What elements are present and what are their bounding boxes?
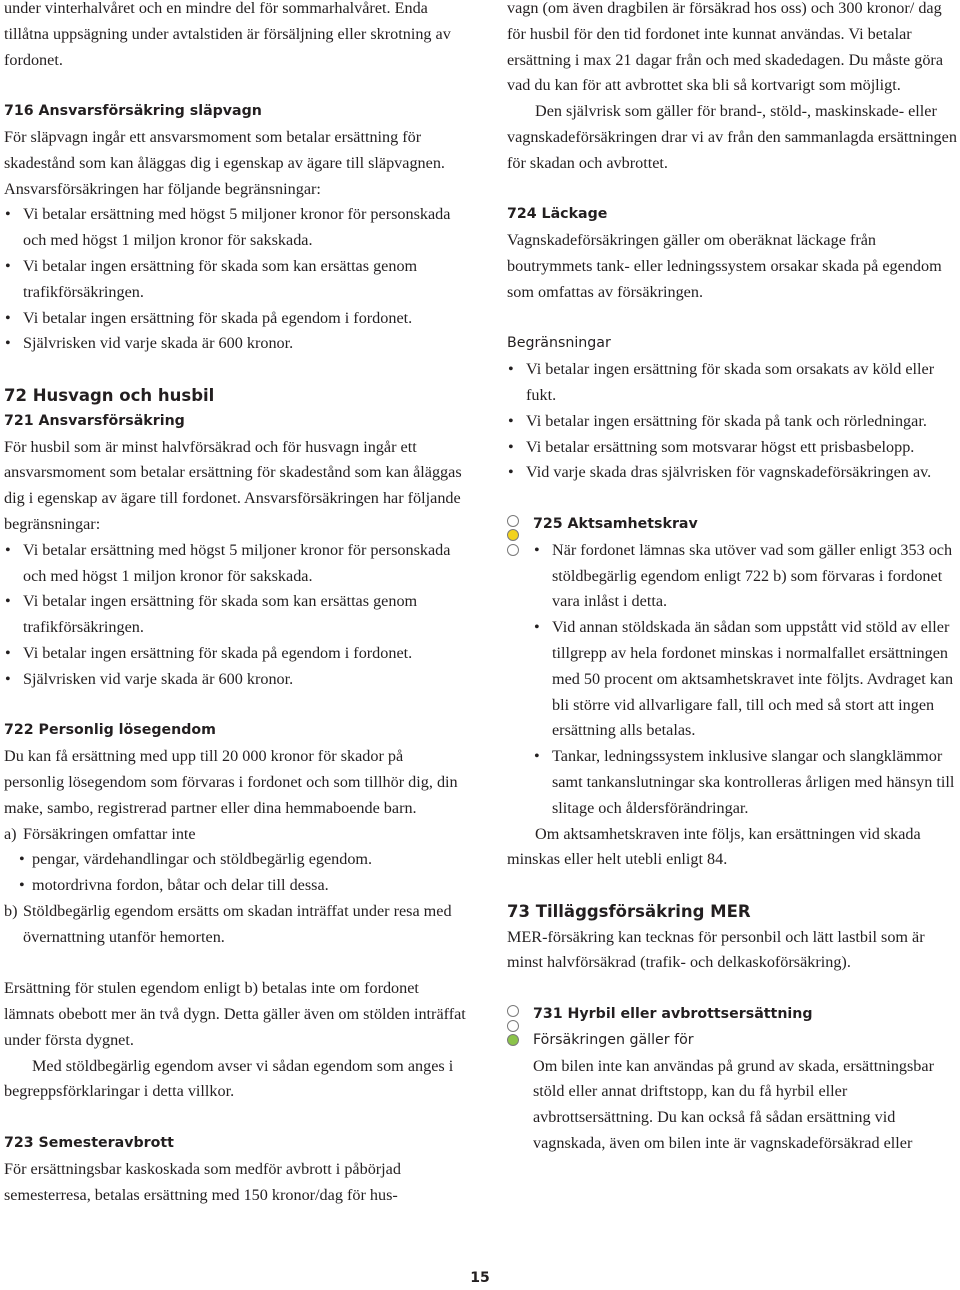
list-item: • motordrivna fordon, båtar och delar till dessa. xyxy=(4,873,466,899)
bullet-list-724 xyxy=(507,357,957,486)
traffic-light-icon xyxy=(507,1005,523,1049)
bullet-list-725 xyxy=(533,538,957,822)
paragraph-723-continued: vagn (om även dragbilen är försäkrad hos oss) och 300 kronor/ dag för husbil för den tid fordonet inte kunnat användas. Vi betalar ersättning i max 21 dagar från och med skadedagen. Du måste göra vad du kan för att avbrottet ska bli så kortvarigt som möjligt. xyxy=(507,0,944,95)
paragraph-731: Om bilen inte kan användas på grund av skada, ersättningsbar stöld eller annat driftstopp, kan du få hyrbil eller avbrottsersättning. Du kan också få sådan ersättning vid vagnskada, även om bilen inte är vagnskadeförsäkrad eller xyxy=(533,1056,934,1153)
list-item: • Vi betalar ingen ersättning för skada på egendom i fordonet. xyxy=(4,641,466,667)
paragraph-724: Vagnskadeförsäkringen gäller om oberäknat läckage från boutrymmets tank- eller ledningssystem orsakar skada på egendom som omfattas av försäkringen. xyxy=(507,231,942,301)
page-number: 15 xyxy=(470,1270,490,1286)
light-middle xyxy=(507,529,519,541)
light-bottom xyxy=(507,1034,519,1046)
list-item: • Vid varje skada dras självrisken för vagnskadeförsäkringen av. xyxy=(507,460,957,486)
heading-724: 724 Läckage xyxy=(507,206,608,223)
list-item: • Vi betalar ingen ersättning för skada på egendom i fordonet. xyxy=(4,306,466,332)
clause-a-label: a) xyxy=(4,824,17,843)
heading-721: 721 Ansvarsförsäkring xyxy=(4,412,185,429)
light-top xyxy=(507,1005,519,1017)
clause-a-text: Försäkringen omfattar inte xyxy=(23,824,196,843)
paragraph-723: För ersättningsbar kaskoskada som medför avbrott i påbörjad semesterresa, betalas ersättning med 150 kronor/dag för hus- xyxy=(4,1159,401,1204)
heading-722: 722 Personlig lösegendom xyxy=(4,722,216,739)
heading-72: 72 Husvagn och husbil xyxy=(4,385,215,405)
list-item: • Vi betalar ersättning med högst 5 miljoner kronor för personskada och med högst 1 miljon kronor för sakskada. xyxy=(4,538,466,590)
subheading-731: Försäkringen gäller för xyxy=(533,1031,694,1048)
paragraph-722-definition: Med stöldbegärlig egendom avser vi sådan egendom som anges i begreppsförklaringar i detta villkor. xyxy=(4,1056,454,1101)
section-731 xyxy=(507,1002,957,1157)
list-item: • Vi betalar ersättning som motsvarar högst ett prisbasbelopp. xyxy=(507,435,957,461)
heading-731: 731 Hyrbil eller avbrottsersättning xyxy=(533,1006,813,1023)
list-item: • Vi betalar ingen ersättning för skada som orsakats av köld eller fukt. xyxy=(507,357,957,409)
clause-b-label: b) xyxy=(4,901,18,920)
paragraph-722: Du kan få ersättning med upp till 20 000 kronor för skador på personlig lösegendom som förvaras i fordonet och som tillhör dig, din make, sambo, registrerad partner eller dina hemmaboende barn. xyxy=(4,747,458,817)
light-bottom xyxy=(507,544,519,556)
list-item: • När fordonet lämnas ska utöver vad som gäller enligt 353 och stöldbegärlig egendom enligt 722 b) som förvaras i fordonet vara inlåst i detta. xyxy=(533,538,957,615)
bullet-list-716 xyxy=(4,202,466,357)
clause-a xyxy=(4,822,466,848)
traffic-light-icon xyxy=(507,515,523,559)
list-item: • Vid annan stöldskada än sådan som uppstått vid stöld av eller tillgrepp av hela fordonet minskas i normalfallet ersättningen med 50 procent om aktsamhetskravet inte följts. Avdraget kan bli större vid allvarligare fall, till och med så stort att ingen ersättning alls betalas. xyxy=(533,615,957,744)
heading-limitations: Begränsningar xyxy=(507,335,611,352)
list-item: • Tankar, ledningssystem inklusive slangar och slangklämmor samt tankanslutningar ska kontrolleras årligen med hänsyn till slitage och åldersförändringar. xyxy=(533,744,957,821)
heading-73: 73 Tilläggsförsäkring MER xyxy=(507,901,751,921)
paragraph-716: För släpvagn ingår ett ansvarsmoment som betalar ersättning för skadestånd som kan åläggas dig i egenskap av ägare till släpvagnen. Ansvarsförsäkringen har följande begränsningar: xyxy=(4,127,445,198)
list-item: • Vi betalar ingen ersättning för skada som kan ersättas genom trafikförsäkringen. xyxy=(4,589,466,641)
intro-paragraph: under vinterhalvåret och en mindre del för sommarhalvåret. Enda tillåtna uppsägning under avtalstiden är försäljning eller skrotning av fordonet. xyxy=(4,0,451,69)
clause-b xyxy=(4,899,466,951)
bullet-list-721 xyxy=(4,538,466,693)
light-top xyxy=(507,515,519,527)
light-middle xyxy=(507,1020,519,1032)
list-item: • Vi betalar ersättning med högst 5 miljoner kronor för personskada och med högst 1 miljon kronor för sakskada. xyxy=(4,202,466,254)
list-item: • Vi betalar ingen ersättning för skada på tank och rörledningar. xyxy=(507,409,957,435)
list-item: • Vi betalar ingen ersättning för skada som kan ersättas genom trafikförsäkringen. xyxy=(4,254,466,306)
paragraph-723-deductible: Den självrisk som gäller för brand-, stöld-, maskinskade- eller vagnskadeförsäkringen drar vi av från den sammanlagda ersättningen för skadan och avbrottet. xyxy=(507,102,957,172)
list-item: • pengar, värdehandlingar och stöldbegärlig egendom. xyxy=(4,847,466,873)
clause-a-bullets xyxy=(4,847,466,899)
heading-725: 725 Aktsamhetskrav xyxy=(533,515,698,532)
paragraph-722-stolen: Ersättning för stulen egendom enligt b) betalas inte om fordonet lämnats obebott mer än två dygn. Detta gäller även om stölden inträffat under första dygnet. xyxy=(4,979,466,1049)
clause-b-text: Stöldbegärlig egendom ersätts om skadan inträffat under resa med övernattning utanför hemorten. xyxy=(23,901,452,946)
heading-723: 723 Semesteravbrott xyxy=(4,1135,174,1152)
paragraph-73: MER-försäkring kan tecknas för personbil och lätt lastbil som är minst halvförsäkrad (trafik- och delkaskoförsäkring). xyxy=(507,927,925,972)
paragraph-721: För husbil som är minst halvförsäkrad och för husvagn ingår ett ansvarsmoment som betalar ersättning för skadestånd som kan åläggas dig i egenskap av ägare till fordonet. Ansvarsförsäkringen har följande begränsningar: xyxy=(4,437,462,533)
left-column xyxy=(4,0,466,1208)
list-item: • Självrisken vid varje skada är 600 kronor. xyxy=(4,667,466,693)
paragraph-725-after: Om aktsamhetskraven inte följs, kan ersättningen vid skada minskas eller helt utebli enligt 84. xyxy=(507,824,921,869)
heading-716: 716 Ansvarsförsäkring släpvagn xyxy=(4,103,262,120)
right-column xyxy=(507,0,957,1157)
list-item: • Självrisken vid varje skada är 600 kronor. xyxy=(4,331,466,357)
section-725 xyxy=(507,512,957,822)
